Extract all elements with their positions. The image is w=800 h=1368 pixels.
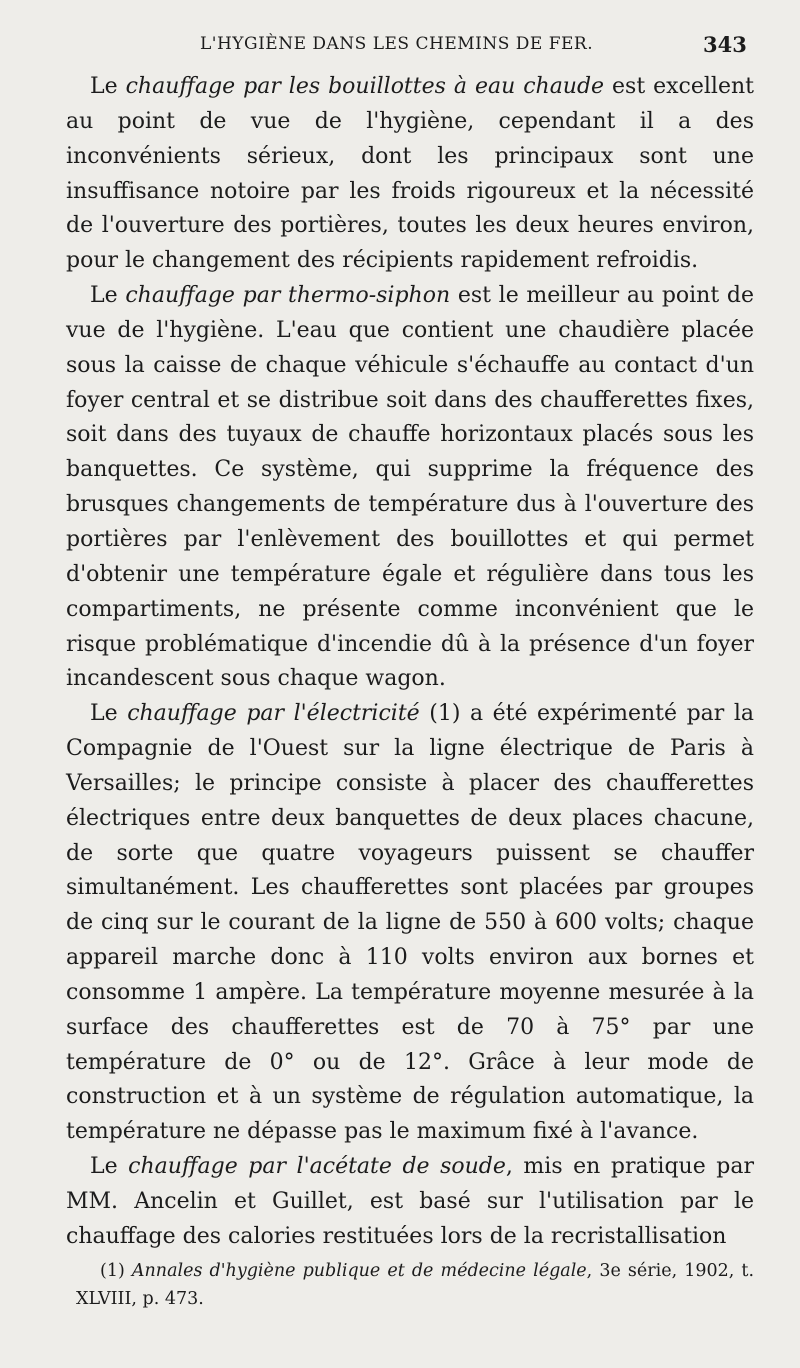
- running-head-title: L'HYGIÈNE DANS LES CHEMINS DE FER.: [200, 34, 594, 54]
- paragraph-term: chauffage par l'électricité: [127, 701, 420, 727]
- running-head: [0, 34, 800, 64]
- paragraph-term: chauffage par l'acétate de soude: [128, 1154, 506, 1180]
- footnote-source: Annales d'hygiène publique et de médecine légale: [131, 1261, 587, 1281]
- footnote-details: , 3e série, 1902, t. XLVIII, p. 473.: [76, 1261, 755, 1309]
- paragraph-bouillottes: [66, 70, 754, 279]
- paragraph-term: chauffage par les bouillottes à eau chaude: [125, 74, 605, 99]
- paragraph-term: chauffage par thermo-siphon: [125, 283, 451, 309]
- paragraph-lead: Le: [90, 283, 126, 309]
- paragraph-text: est le meilleur au point de vue de l'hygiène. L'eau que contient une chaudière placée sous la caisse de chaque véhicule s'échauffe au contact d'un foyer central et se distribue soit dans des chaufferettes fixes, soit dans des tuyaux de chauffe horizontaux placés sous les banquettes. Ce système, qui supprime la fréquence des brusques changements de température dus à l'ouverture des portières par l'enlèvement des bouillottes et qui permet d'obtenir une température égale et régulière dans tous les compartiments, ne présente comme inconvénient que le risque problématique d'incendie dû à la présence d'un foyer incandescent sous chaque wagon.: [66, 283, 754, 692]
- paragraph-lead: Le: [90, 1154, 129, 1180]
- paragraph-lead: Le: [90, 701, 128, 727]
- footnote-text: [76, 1257, 754, 1313]
- paragraph-thermo-siphon: [66, 279, 754, 697]
- paragraph-acetate: [66, 1150, 754, 1255]
- paragraph-text: est excellent au point de vue de l'hygiène, cependant il a des inconvénients sérieux, dont les principaux sont une insuffisance notoire par les froids rigoureux et la nécessité de l'ouverture des portières, toutes les deux heures environ, pour le changement des récipients rapidement refroidis.: [66, 74, 754, 274]
- footnote-marker: (1): [100, 1261, 132, 1281]
- paragraph-lead: Le: [90, 74, 126, 99]
- paragraph-text: , mis en pratique par MM. Ancelin et Guillet, est basé sur l'utilisation par le chauffage des calories restituées lors de la recristallisation: [66, 1154, 754, 1249]
- paragraph-text: (1) a été expérimenté par la Compagnie de l'Ouest sur la ligne électrique de Paris à Versailles; le principe consiste à placer des chaufferettes électriques entre deux banquettes de deux places chacune, de sorte que quatre voyageurs puissent se chauffer simultanément. Les chaufferettes sont placées par groupes de cinq sur le courant de la ligne de 550 à 600 volts; chaque appareil marche donc à 110 volts environ aux bornes et consomme 1 ampère. La température moyenne mesurée à la surface des chaufferettes est de 70 à 75° par une température de 0° ou de 12°. Grâce à leur mode de construction et à un système de régulation automatique, la température ne dépasse pas le maximum fixé à l'avance.: [66, 701, 755, 1145]
- page-number: 343: [703, 32, 747, 57]
- paragraph-electricite: [66, 697, 754, 1150]
- footnote: [76, 1257, 754, 1313]
- body-text: [66, 70, 754, 1255]
